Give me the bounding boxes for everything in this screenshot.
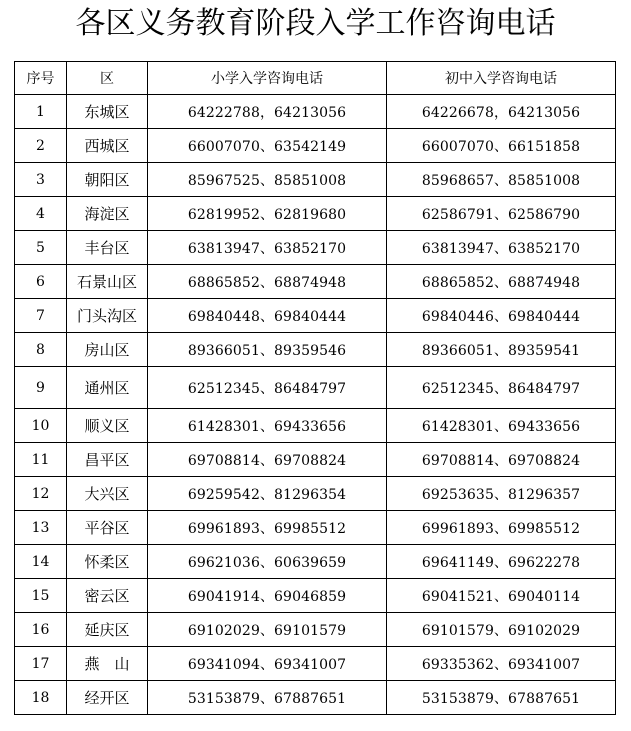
row-primary-phone: 69341094、69341007 <box>148 647 387 681</box>
row-primary-phone: 68865852、68874948 <box>148 265 387 299</box>
table-row <box>15 579 616 613</box>
row-primary-phone: 62512345、86484797 <box>148 367 387 409</box>
table-row <box>15 299 616 333</box>
row-district: 经开区 <box>67 681 148 715</box>
table-row <box>15 681 616 715</box>
row-junior-phone: 61428301、69433656 <box>387 409 616 443</box>
table-row <box>15 477 616 511</box>
row-primary-phone: 62819952、62819680 <box>148 197 387 231</box>
table-row <box>15 163 616 197</box>
header-district: 区 <box>67 62 148 95</box>
row-primary-phone: 53153879、67887651 <box>148 681 387 715</box>
row-index: 16 <box>15 613 67 647</box>
table-row <box>15 333 616 367</box>
row-primary-phone: 61428301、69433656 <box>148 409 387 443</box>
row-index: 10 <box>15 409 67 443</box>
row-index: 15 <box>15 579 67 613</box>
row-primary-phone: 69840448、69840444 <box>148 299 387 333</box>
row-index: 3 <box>15 163 67 197</box>
row-primary-phone: 69621036、60639659 <box>148 545 387 579</box>
row-district: 西城区 <box>67 129 148 163</box>
table-row <box>15 231 616 265</box>
row-primary-phone: 69259542、81296354 <box>148 477 387 511</box>
row-junior-phone: 69641149、69622278 <box>387 545 616 579</box>
row-district: 顺义区 <box>67 409 148 443</box>
row-district: 大兴区 <box>67 477 148 511</box>
row-district: 房山区 <box>67 333 148 367</box>
row-district: 石景山区 <box>67 265 148 299</box>
row-junior-phone: 62512345、86484797 <box>387 367 616 409</box>
row-junior-phone: 64226678，64213056 <box>387 95 616 129</box>
row-district: 海淀区 <box>67 197 148 231</box>
row-junior-phone: 69335362、69341007 <box>387 647 616 681</box>
table-row <box>15 265 616 299</box>
row-index: 4 <box>15 197 67 231</box>
row-index: 18 <box>15 681 67 715</box>
row-district: 燕 山 <box>67 647 148 681</box>
row-primary-phone: 69961893、69985512 <box>148 511 387 545</box>
row-junior-phone: 66007070、66151858 <box>387 129 616 163</box>
row-junior-phone: 89366051、89359541 <box>387 333 616 367</box>
row-district: 通州区 <box>67 367 148 409</box>
header-index: 序号 <box>15 62 67 95</box>
row-junior-phone: 69961893、69985512 <box>387 511 616 545</box>
row-district: 门头沟区 <box>67 299 148 333</box>
table-row <box>15 545 616 579</box>
table-row <box>15 367 616 409</box>
row-index: 14 <box>15 545 67 579</box>
row-index: 2 <box>15 129 67 163</box>
row-index: 9 <box>15 367 67 409</box>
row-junior-phone: 69041521、69040114 <box>387 579 616 613</box>
row-district: 朝阳区 <box>67 163 148 197</box>
row-index: 7 <box>15 299 67 333</box>
row-junior-phone: 68865852、68874948 <box>387 265 616 299</box>
row-index: 1 <box>15 95 67 129</box>
row-junior-phone: 69253635、81296357 <box>387 477 616 511</box>
row-primary-phone: 66007070、63542149 <box>148 129 387 163</box>
row-junior-phone: 62586791、62586790 <box>387 197 616 231</box>
row-primary-phone: 63813947、63852170 <box>148 231 387 265</box>
row-index: 8 <box>15 333 67 367</box>
row-primary-phone: 89366051、89359546 <box>148 333 387 367</box>
row-junior-phone: 53153879、67887651 <box>387 681 616 715</box>
row-junior-phone: 69840446、69840444 <box>387 299 616 333</box>
row-district: 昌平区 <box>67 443 148 477</box>
table-row <box>15 613 616 647</box>
phone-table <box>14 61 616 715</box>
row-primary-phone: 69102029、69101579 <box>148 613 387 647</box>
row-junior-phone: 85968657、85851008 <box>387 163 616 197</box>
header-primary-phone: 小学入学咨询电话 <box>148 62 387 95</box>
row-district: 东城区 <box>67 95 148 129</box>
row-district: 延庆区 <box>67 613 148 647</box>
table-row <box>15 197 616 231</box>
row-junior-phone: 63813947、63852170 <box>387 231 616 265</box>
row-district: 平谷区 <box>67 511 148 545</box>
row-primary-phone: 64222788，64213056 <box>148 95 387 129</box>
row-primary-phone: 85967525、85851008 <box>148 163 387 197</box>
row-junior-phone: 69708814、69708824 <box>387 443 616 477</box>
row-index: 13 <box>15 511 67 545</box>
row-index: 5 <box>15 231 67 265</box>
table-row <box>15 129 616 163</box>
row-index: 17 <box>15 647 67 681</box>
table-row <box>15 443 616 477</box>
row-index: 11 <box>15 443 67 477</box>
table-row <box>15 647 616 681</box>
header-row <box>15 62 616 95</box>
row-district: 丰台区 <box>67 231 148 265</box>
row-primary-phone: 69041914、69046859 <box>148 579 387 613</box>
row-primary-phone: 69708814、69708824 <box>148 443 387 477</box>
table-row <box>15 409 616 443</box>
table-row <box>15 95 616 129</box>
page-title: 各区义务教育阶段入学工作咨询电话 <box>75 6 556 41</box>
header-junior-phone: 初中入学咨询电话 <box>387 62 616 95</box>
row-junior-phone: 69101579、69102029 <box>387 613 616 647</box>
row-index: 6 <box>15 265 67 299</box>
row-district: 密云区 <box>67 579 148 613</box>
row-index: 12 <box>15 477 67 511</box>
row-district: 怀柔区 <box>67 545 148 579</box>
table-row <box>15 511 616 545</box>
